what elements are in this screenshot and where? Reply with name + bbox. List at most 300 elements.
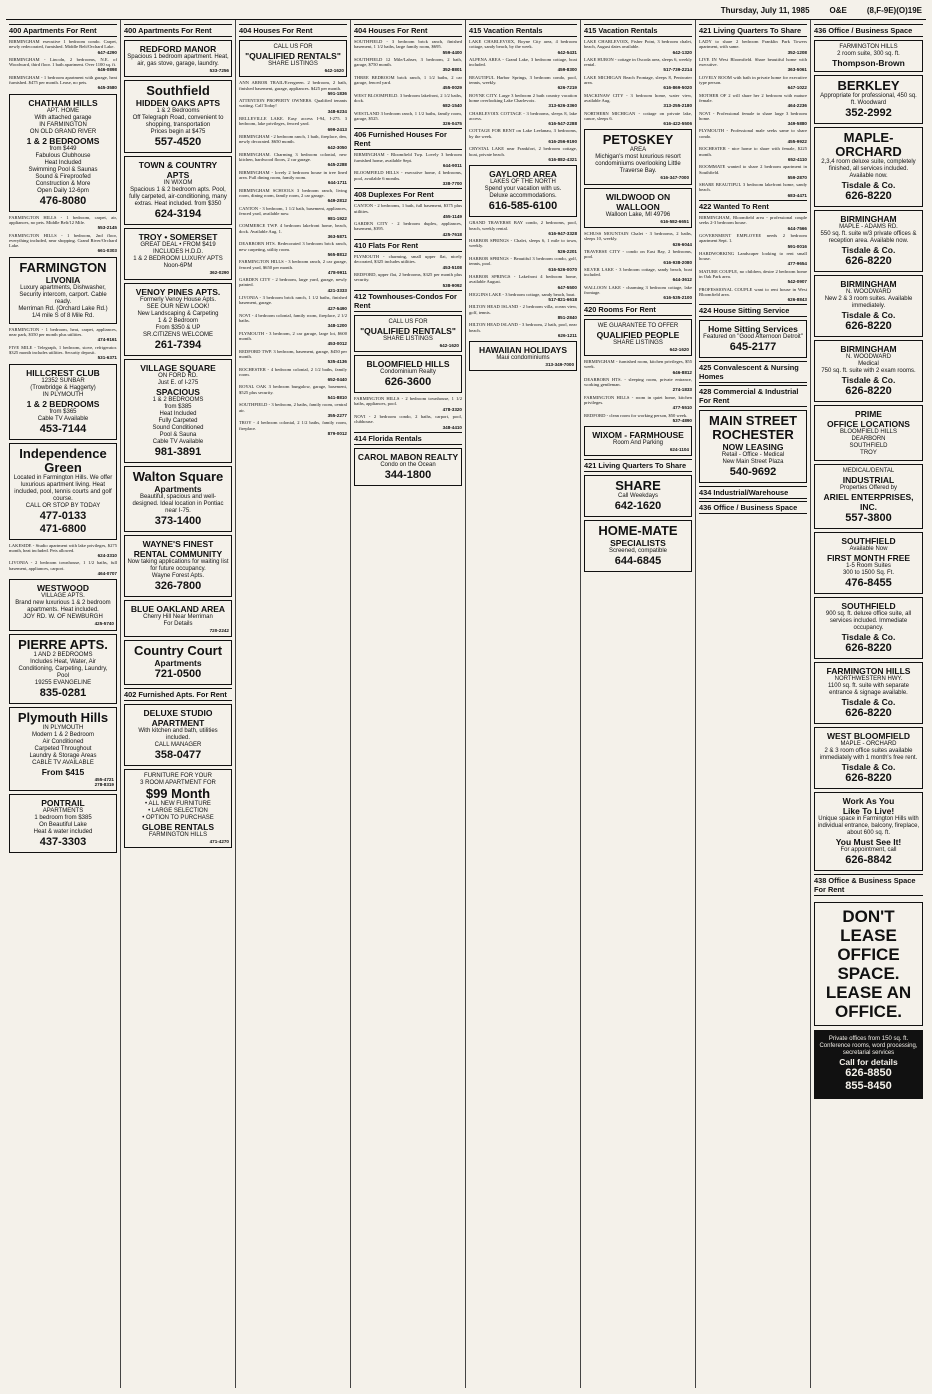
classified-ad [584, 285, 692, 301]
display-ad-hawaiian-holidays: HAWAIIAN HOLIDAYS Maui condominiums 313-349-7000 [469, 341, 577, 371]
ad-text: ROCHESTER - nice home to share with female, $225 month. [699, 146, 807, 157]
ad-phone: 645-2288 [327, 162, 347, 168]
ad-phone: 879-0012 [327, 430, 347, 436]
ad-phone: 455-9922 [787, 139, 807, 145]
classified-ad [239, 152, 347, 168]
classified-ad [699, 128, 807, 144]
ad-phone: 646-8812 [672, 369, 692, 375]
ad-text: CRYSTAL LAKE near Frankfort, 2 bedroom cottage, boat, private beach. [469, 146, 577, 157]
ad-text: GARDEN CITY - 2 bedroom, large yard, garage, newly painted. [239, 277, 347, 288]
classified-ad [584, 231, 692, 247]
classified-ad [354, 93, 462, 109]
classified-ad [699, 146, 807, 162]
display-ad-home-sitting: Home Sitting Services Featured on "Good Afternoon Detroit" 645-2177 [699, 320, 807, 358]
classified-ad [584, 111, 692, 127]
classified-ad [584, 377, 692, 393]
display-ad-tisdale: SOUTHFIELD 900 sq. ft. deluxe office suite, all services included. Immediate occupancy. Tisdale & Co. 626-8220 [814, 597, 923, 659]
classified-ad [469, 75, 577, 91]
classified-ad [584, 249, 692, 265]
ad-phone: 626-8843 [787, 297, 807, 303]
ad-text: PLYMOUTH - 3 bedroom, 2 car garage, large lot, $600 month. [239, 330, 347, 342]
display-ad-qualified-rentals: CALL US FOR "QUALIFIED RENTALS" SHARE LISTINGS 642-1620 [239, 40, 347, 77]
display-ad-country-court: Country Court Apartments 721-0500 [124, 640, 232, 685]
column-5 [466, 20, 581, 1388]
display-ad-tisdale: BIRMINGHAM MAPLE - ADAMS RD. 550 sq. ft. suite w/3 private offices & reception area. Available now. Tisdale & Co. 626-8220 [814, 210, 923, 272]
classified-ad [239, 277, 347, 293]
section-heading: 425 Convalescent & Nursing Homes [699, 361, 807, 383]
ad-text: BELLEVILLE LAKE. Easy access I-94, I-275. 3 bedroom, lake privileges, fenced yard. [239, 116, 347, 127]
ad-text: BIRMINGHAM - lovely 2 bedroom house in tree lined area. Full dining room, family room. [239, 169, 347, 181]
classified-ad [469, 304, 577, 320]
ad-phone: 683-4471 [787, 192, 807, 198]
ad-text: THREE BEDROOM brick ranch, 1 1/2 baths, 2 car garage, fenced yard. [354, 74, 462, 86]
classified-ad [239, 420, 347, 436]
ad-text: ANN ARBOR TRAIL/Evergreen. 2 bedroom, 2 bath, finished basement, garage, appliances. $425 per month. [239, 80, 347, 91]
ad-phone: 851-2840 [557, 314, 577, 320]
ad-text: ROCHESTER - 4 bedroom colonial, 2 1/2 baths, family room. [239, 366, 347, 377]
ad-phone: 464-2236 [787, 103, 807, 109]
classified-ad [699, 75, 807, 91]
ad-text: LOVELY ROOM with bath in private home for executive type person. [699, 74, 807, 86]
ad-text: REDFORD, upper flat, 2 bedrooms, $325 per month plus security. [354, 271, 462, 283]
display-ad-town-country: TOWN & COUNTRY APTS IN WIXOM Spacious 1 & 2 bedroom apts. Pool, fully carpeted, air-conditioning, many extras. Heat included. from $350 624-3194 [124, 156, 232, 225]
ad-phone: 616-526-0070 [548, 266, 577, 272]
ad-text: SILVER LAKE - 3 bedroom cottage, sandy beach, boat included. [584, 266, 692, 278]
display-ad-condominium-realty: BLOOMFIELD HILLS Condominium Realty 626-3600 [354, 355, 462, 393]
ad-text: HARDWORKING Landscaper looking to rent small house. [699, 250, 807, 262]
classified-ad: FIVE MILE - Telegraph, 1 bedroom, stove, refrigerator. $325 month includes utilities. Security deposit. 531-6371 [9, 344, 117, 361]
ad-phone: 421-3333 [327, 287, 347, 293]
display-ad-petoskey: PETOSKEY AREA Michigan's most luxurious resort condominiums overlooking Little Traverse Bay. 616-347-7000 [584, 129, 692, 184]
classified-ad [239, 170, 347, 186]
classified-ad [354, 75, 462, 91]
ad-phone: 477-5510 [672, 405, 692, 411]
classified-ad [699, 39, 807, 55]
classified-ad: FARMINGTON - 1 bedroom, heat, carpet, appliances, near park, $350 per month plus utilities. 474-9161 [9, 326, 117, 343]
section-heading: 414 Florida Rentals [354, 432, 462, 445]
display-ad-office-services: Private offices from 150 sq. ft. Conference rooms, word processing, secretarial services Call for details 626-8850 855-8450 [814, 1030, 923, 1099]
display-ad-tisdale: FARMINGTON HILLS NORTHWESTERN HWY. 1100 sq. ft. suite with separate entrance & signage available. Tisdale & Co. 626-8220 [814, 662, 923, 724]
ad-text: WALLOON LAKE - charming 3 bedroom cottage, lake frontage. [584, 284, 692, 296]
ad-list [584, 39, 692, 126]
section-heading: 400 Apartments For Rent [9, 24, 117, 37]
display-ad-chatham-hills: CHATHAM HILLS APT. HOME With attached garage IN FARMINGTON ON OLD GRAND RIVER 1 & 2 BEDROOMS from $449 Fabulous Clubhouse Heat Included Swimming Pool & Saunas Sound & Fireproofed Construction & More Open Daily 12-6pm 476-8080 [9, 94, 117, 212]
ad-phone: 591-0016 [787, 243, 807, 249]
ad-text: ALPENA AREA - Grand Lake, 3 bedroom cottage, boat included. [469, 56, 577, 68]
classified-ad [584, 359, 692, 375]
ad-text: PLYMOUTH - charming, small upper flat, nicely decorated, $325 includes utilities. [354, 254, 462, 265]
ad-phone: 682-1540 [442, 103, 462, 109]
display-ad-prime-office: PRIME OFFICE LOCATIONS BLOOMFIELD HILLS DEARBORN SOUTHFIELD TROY [814, 405, 923, 461]
ad-phone: 616-882-4321 [548, 156, 577, 162]
ad-text: ROOMMATE wanted to share 2 bedroom apartment in Southfield. [699, 164, 807, 175]
classified-ad [239, 295, 347, 311]
ad-phone: 616-256-9190 [548, 139, 577, 145]
ad-text: BEAUTIFUL Harbor Springs, 3 bedroom condo, pool, tennis, weekly. [469, 74, 577, 86]
classified-ad [354, 396, 462, 412]
classified-ad [469, 39, 577, 55]
ad-text: COMMERCE TWP. 4 bedroom lakefront home, beach, dock. Available Aug. 1. [239, 223, 347, 234]
classified-ad [584, 39, 692, 55]
ad-text: REDFORD TWP. 3 bedroom, basement, garage, $450 per month. [239, 348, 347, 359]
ad-text: NOVI - Professional female to share large 3 bedroom home. [699, 110, 807, 121]
ad-phone: 559-4400 [442, 49, 462, 55]
classified-ad [354, 57, 462, 73]
ad-text: BLOOMFIELD HILLS - executive home, 4 bedrooms, pool, available 6 months. [354, 170, 462, 181]
ad-text: TRAVERSE CITY - condo on East Bay, 2 bedrooms, pool. [584, 248, 692, 260]
display-ad-lease-an-office: DON'T LEASE OFFICE SPACE. LEASE AN OFFICE. [814, 902, 923, 1026]
classified-ad [699, 164, 807, 180]
ad-text: BOYNE CITY. Large 3 bedroom 2 bath country vacation home overlooking Lake Charlevoix. [469, 92, 577, 103]
classified-ad [239, 367, 347, 383]
ad-phone: 478-3320 [442, 406, 462, 412]
section-heading: 404 Houses For Rent [239, 24, 347, 37]
ad-text: HIGGINS LAKE - 3 bedroom cottage, sandy beach, boat. [469, 291, 576, 297]
ad-phone: 338-7700 [442, 180, 462, 186]
display-ad-pierre-apts: PIERRE APTS. 1 AND 2 BEDROOMS Includes Heat, Water, Air Conditioning, Carpeting, Laundry, Pool 19255 EVANGELINE 835-0281 [9, 634, 117, 704]
ad-phone: 642-5431 [557, 49, 577, 55]
display-ad-tisdale: BIRMINGHAM N. WOODWARD New 2 & 3 room suites. Available immediately. Tisdale & Co. 626-8220 [814, 275, 923, 337]
ad-phone: 313-626-3360 [548, 103, 577, 109]
display-ad-home-mate: HOME-MATE SPECIALISTS Screened, compatible 644-6845 [584, 520, 692, 572]
display-ad-venoy-pines: VENOY PINES APTS. Formerly Venoy House Apts. SEE OUR NEW LOOK! New Landscaping & Carpeting 1 & 2 Bedroom From $350 & UP SR.CITIZENS WELCOME 261-7394 [124, 283, 232, 356]
column-7 [696, 20, 811, 1388]
ad-text: CHARLEVOIX COTTAGE - 3 bedrooms, sleeps 8, lake access. [469, 110, 577, 121]
ad-phone: 642-1320 [672, 49, 692, 55]
ad-phone: 349-5880 [787, 121, 807, 127]
display-ad-tisdale: MAPLE-ORCHARD 2,3,4 room deluxe suite, completely finished, all services included. Available now. Tisdale & Co. 626-8220 [814, 127, 923, 207]
ad-text: SHARE BEAUTIFUL 3 bedroom lakefront home, sandy beach. [699, 182, 807, 193]
column-6 [581, 20, 696, 1388]
ad-text: PLYMOUTH - Professional male seeks same to share condo. [699, 128, 807, 139]
classified-ad [239, 331, 347, 347]
classified-ad [239, 206, 347, 222]
display-ad-westwood: WESTWOOD VILLAGE APTS. Brand new luxurious 1 & 2 bedroom apartments. Heat included. JOY RD. W. OF NEWBURGH 425-5740 [9, 579, 117, 630]
ad-text: NOVI - 2 bedroom condo, 2 baths, carport, pool, clubhouse. [354, 413, 462, 425]
ad-phone: 616-869-5020 [663, 85, 692, 91]
ad-list [354, 254, 462, 288]
classified-ad [239, 116, 347, 132]
classified-ad [239, 241, 347, 257]
ad-list [699, 215, 807, 302]
classified-ad [239, 188, 347, 204]
display-ad-wildwood: WILDWOOD ON WALLOON Walloon Lake, MI 49796 616-582-6651 [584, 188, 692, 228]
classified-ad [699, 57, 807, 73]
section-heading: 412 Townhouses-Condos For Rent [354, 290, 462, 312]
ad-text: LIVONIA - 3 bedroom brick ranch, 1 1/2 baths, finished basement, garage. [239, 294, 347, 306]
display-ad-village-square: VILLAGE SQUARE ON FORD RD. Just E. of I-275 SPACIOUS 1 & 2 BEDROOMS from $385 Heat Included Fully Carpeted Sound Conditioned Pool & Sauna Cable TV Available 981-3891 [124, 359, 232, 463]
ad-text: LAKE CHARLEVOIX, Boyne City area, 4 bedroom cottage, sandy beach, by the week. [469, 39, 577, 50]
ad-phone: 363-5871 [327, 234, 347, 240]
ad-phone: 352-8801 [442, 67, 462, 73]
section-heading: 402 Furnished Apts. For Rent [124, 688, 232, 701]
classified-ad [584, 395, 692, 411]
ad-phone: 542-0907 [787, 279, 807, 285]
ad-phone: 313-255-2180 [663, 103, 692, 109]
ad-phone: 326-0475 [442, 121, 462, 127]
ad-phone: 699-2413 [327, 126, 347, 132]
display-ad-waynes-finest: WAYNE'S FINEST RENTAL COMMUNITY Now taking applications for waiting list for future occupancy. Wayne Forest Apts. 326-7800 [124, 535, 232, 597]
ad-phone: 647-1022 [787, 85, 807, 91]
section-heading: 428 Commercial & Industrial For Rent [699, 385, 807, 407]
classified-ad [469, 256, 577, 272]
ad-phone: 363-5061 [787, 67, 807, 73]
ad-text: GARDEN CITY - 2 bedroom duplex, appliances, basement, $395. [354, 221, 462, 232]
display-ad-hidden-oaks: Southfield HIDDEN OAKS APTS 1 & 2 Bedrooms Off Telegraph Road, convenient to shopping, transportation Prices begin at $475 557-4520 [124, 80, 232, 153]
ad-text: LADY to share 2 bedroom Franklin Park Towers apartment, with same. [699, 39, 807, 50]
classified-ad [239, 259, 347, 275]
column-3 [236, 20, 351, 1388]
classified-ad [469, 146, 577, 162]
ad-list [469, 220, 577, 338]
display-ad-gaylord: GAYLORD AREA LAKES OF THE NORTH Spend your vacation with us. Deluxe accommodations. 616-585-6100 [469, 165, 577, 217]
display-ad-main-street: MAIN STREET ROCHESTER NOW LEASING Retail - Office - Medical New Main Street Plaza 540-9692 [699, 410, 807, 483]
classified-ad [584, 93, 692, 109]
classified-ad [239, 349, 347, 365]
ad-phone: 616-547-2288 [548, 121, 577, 127]
section-heading: 415 Vacation Rentals [584, 24, 692, 37]
classified-ad [469, 274, 577, 290]
section-heading: 408 Duplexes For Rent [354, 188, 462, 201]
ad-phone: 274-1833 [672, 387, 692, 393]
classified-ad [699, 215, 807, 231]
display-ad-plymouth-hills: Plymouth Hills IN PLYMOUTH Modern 1 & 2 Bedroom Air Conditioned Carpeted Throughout Laundry & Storage Areas CABLE TV AVAILABLE From $415 455-4721 278-8319 [9, 707, 117, 792]
ad-phone: 459-8300 [557, 67, 577, 73]
ad-phone: 348-1200 [327, 323, 347, 329]
ad-text: MACKINAW CITY - 3 bedroom home, water view, available Aug. [584, 92, 692, 103]
ad-phone: 455-0029 [442, 85, 462, 91]
display-ad-walton-square: Walton Square Apartments Beautiful, spacious and well-designed. Ideal location in Pontiac near I-75. 373-1400 [124, 466, 232, 532]
ad-phone: 647-5500 [557, 284, 577, 290]
section-heading: 400 Apartments For Rent [124, 24, 232, 37]
ad-text: FARMINGTON HILLS - 2 bedroom townhouse, 1 1/2 baths, appliances, pool. [354, 396, 462, 407]
classified-ad: FARMINGTON HILLS - 1 bedroom, carpet, air, appliances, no pets. Middle Belt/12 Mile. 553-2145 [9, 214, 117, 231]
ad-list [584, 359, 692, 423]
ad-phone: 478-9911 [327, 269, 347, 275]
ad-text: ATTENTION PROPERTY OWNERS. Qualified tenants waiting. Call Today! [239, 98, 347, 109]
ad-text: LAKE CHARLEVOIX, Fisher Point, 3 bedroom chalet, beach, August dates available. [584, 39, 692, 50]
ad-phone: 644-9011 [442, 163, 462, 169]
display-ad-qualified-rentals: CALL US FOR "QUALIFIED RENTALS" SHARE LISTINGS 642-1620 [354, 315, 462, 352]
ad-text: LAKE HURON - cottage in Oscoda area, sleeps 6, weekly rental. [584, 56, 692, 68]
display-ad-wixom-farmhouse: WIXOM - FARMHOUSE Room And Parking 624-1104 [584, 426, 692, 456]
classified-ad [699, 93, 807, 109]
ad-phone: 616-422-5506 [663, 121, 692, 127]
ad-text: TROY - 4 bedroom colonial, 2 1/2 baths, family room, fireplace. [239, 420, 347, 431]
ad-phone: 626-6044 [672, 241, 692, 247]
ad-phone: 565-8812 [327, 251, 347, 257]
classified-ad [584, 267, 692, 283]
ad-list [354, 152, 462, 186]
ad-text: MOTHER OF 2 will share her 2 bedroom with mature female. [699, 92, 807, 103]
classified-ad [469, 128, 577, 144]
classified-ad [354, 221, 462, 237]
section-heading: 406 Furnished Houses For Rent [354, 128, 462, 150]
ad-text: LAKE MICHIGAN Beach Frontage, sleeps 8, Pentwater area. [584, 74, 692, 86]
ad-list [584, 231, 692, 301]
classified-ad [584, 57, 692, 73]
ad-list [239, 80, 347, 436]
ad-list [354, 203, 462, 237]
display-ad-tisdale: WEST BLOOMFIELD MAPLE - ORCHARD 2 & 3 room office suites available immediately with 1 month's free rent. Tisdale & Co. 626-8220 [814, 727, 923, 789]
ad-phone: 591-1836 [327, 90, 347, 96]
ad-phone: 644-1711 [327, 180, 347, 186]
display-ad-deluxe-studio: DELUXE STUDIO APARTMENT With kitchen and bath, utilities included. CALL MANAGER 358-0477 [124, 704, 232, 766]
ad-phone: 355-2277 [327, 412, 347, 418]
column-4 [351, 20, 466, 1388]
column-8 [811, 20, 926, 1388]
ad-text: ROYAL OAK 3 bedroom bungalow, garage, basement, $525 plus security. [239, 384, 347, 395]
display-ad-globe-rentals: FURNITURE FOR YOUR 3 ROOM APARTMENT FOR $99 Month • ALL NEW FURNITURE • LARGE SELECTION • OPTION TO PURCHASE GLOBE RENTALS FARMINGTON HILLS 471-4270 [124, 769, 232, 848]
ad-text: FARMINGTON HILLS - room in quiet home, kitchen privileges. [584, 394, 692, 405]
classified-ad [354, 111, 462, 127]
ad-text: HARBOR SPRINGS - Lakefront 4 bedroom home, available August. [469, 273, 577, 285]
ad-text: BIRMINGHAM. Charming 3 bedroom colonial, new kitchen, hardwood floors, 2 car garage. [239, 151, 347, 163]
ad-phone: 652-0440 [327, 377, 347, 383]
ad-text: SOUTHFIELD - 3 bedroom, 2 baths, family room, central air. [239, 402, 347, 413]
display-ad-share: SHARE Call Weekdays 642-1620 [584, 475, 692, 517]
classified-ad [239, 80, 347, 96]
ad-text: WESTLAND 3 bedroom ranch, 1 1/2 baths, family room, garage, $525. [354, 110, 462, 121]
classified-ad: BIRMINGHAM - 1 bedroom apartment with garage, heat furnished. $475 per month. Lease, no pets. 645-3580 [9, 74, 117, 91]
display-ad-pontrail: PONTRAIL APARTMENTS 1 bedroom from $385 On Beautiful Lake Heat & water included 437-3303 [9, 794, 117, 853]
display-ad-independence-green: Independence Green Located in Farmington Hills. We offer luxurious apartment living. Heat included, pool, tennis courts and golf course. CALL OR STOP BY TODAY 477-0133 471-6800 [9, 443, 117, 540]
ad-text: HARBOR SPRINGS - Chalet, sleeps 6, 1 mile to town, weekly. [469, 238, 577, 249]
section-heading: 421 Living Quarters To Share [584, 459, 692, 472]
display-ad-work-as-you-like: Work As You Like To Live! Unique space in Farmington Hills with individual entrance, balcony, fireplace, about 600 sq. ft. You Must See It! For appointment, call 626-8842 [814, 792, 923, 871]
section-heading: 420 Rooms For Rent [584, 303, 692, 316]
section-heading: 436 Office / Business Space [699, 501, 807, 514]
ad-phone: 626-1211 [557, 332, 577, 338]
classified-ad [469, 93, 577, 109]
ad-phone: 517-739-2214 [663, 67, 692, 73]
classified-ad [699, 251, 807, 267]
display-ad-tisdale: BIRMINGHAM N. WOODWARD Medical 750 sq. ft. suite with 2 exam rooms. Tisdale & Co. 626-8220 [814, 340, 923, 402]
classified-ad [354, 203, 462, 219]
classified-ad [584, 75, 692, 91]
classified-ad [469, 111, 577, 127]
display-ad-ariel: MEDICAL/DENTAL INDUSTRIAL Properties Offered by ARIEL ENTERPRISES, INC. 557-3800 [814, 464, 923, 529]
ad-text: GOVERNMENT EMPLOYEE needs 2 bedroom apartment Sept. 1. [699, 232, 807, 244]
ad-text: REDFORD - clean room for working person, $50 week. [584, 412, 688, 418]
page-number: (8,F-9E)(O)19E [866, 6, 922, 15]
ad-text: BIRMINGHAM SCHOOLS 3 bedroom ranch, living room, dining room, family room, 2 car garage. [239, 187, 347, 198]
paper-name: O&E [829, 6, 847, 15]
classified-ad [354, 170, 462, 186]
display-ad-carol-mabon: CAROL MABON REALTY Condo on the Ocean 344-1800 [354, 448, 462, 486]
classified-ad [354, 414, 462, 430]
ad-text: DEARBORN HTS. Redecorated 3 bedroom brick ranch, new carpeting, utility room. [239, 241, 347, 252]
classified-ad: LIVONIA - 2 bedroom townhouse, 1 1/2 baths, full basement, appliances, carport. 464-0707 [9, 560, 117, 577]
classified-ad [699, 269, 807, 285]
ad-phone: 477-9654 [787, 261, 807, 267]
ad-phone: 425-7618 [442, 231, 462, 237]
ad-text: SOUTHFIELD - 3 bedroom brick ranch, finished basement, 1 1/2 baths, large family room, $695. [354, 39, 462, 50]
section-heading: 438 Office & Business Space For Rent [814, 874, 923, 896]
ad-list [469, 39, 577, 162]
classified-ad: FARMINGTON HILLS - 1 bedroom, 2nd floor, everything included, near shopping. Grand River/Orchard Lake. 661-0303 [9, 232, 117, 254]
ad-text: BIRMINGHAM - Bloomfield Twp. Lovely 3 bedroom furnished home, available Sept. [354, 152, 462, 163]
classified-ad: BIRMINGHAM - Lincoln, 2 bedrooms, N.E. of Woodward, third floor. 1 bath apartment. Over 1100 sq. ft. 646-0898 [9, 56, 117, 73]
section-heading: 436 Office / Business Space [814, 24, 923, 37]
classified-ad [239, 98, 347, 114]
ad-phone: 538-9092 [442, 282, 462, 288]
ad-phone: 981-1922 [327, 216, 347, 222]
ad-phone: 616-938-2080 [663, 259, 692, 265]
classified-ad [699, 182, 807, 198]
ad-text: BIRMINGHAM, Bloomfield area - professional couple seeks 2-3 bedroom house. [699, 215, 807, 226]
running-head [6, 4, 926, 20]
ad-phone: 526-2201 [557, 248, 577, 254]
classified-ad: BIRMINGHAM executive 1 bedroom condo. Carpet, newly redecorated, furnished. Middle Belt/Orchard Lake. 647-4290 [9, 39, 117, 55]
display-ad-southfield: SOUTHFIELD Available Now FIRST MONTH FREE 1-5 Room Suites 300 to 1500 Sq. Ft. 476-8455 [814, 532, 923, 594]
ad-text: FARMINGTON HILLS - 3 bedroom ranch, 2 car garage, fenced yard, $650 per month. [239, 259, 347, 270]
ad-text: DEARBORN HTS. - sleeping room, private entrance, working gentleman. [584, 376, 692, 388]
ad-text: LIVE IN West Bloomfield. Share beautiful home with executive. [699, 56, 807, 68]
classified-ad [239, 384, 347, 400]
ad-text: SOUTHFIELD 12 Mile/Lahser, 3 bedroom, 2 bath, garage, $750 month. [354, 56, 462, 68]
display-ad-berkley: BERKLEY Appropriate for professional, 450 sq. ft. Woodward 352-2992 [814, 75, 923, 124]
ad-list [699, 39, 807, 198]
classified-ad [699, 111, 807, 127]
ad-phone: 644-7566 [787, 225, 807, 231]
display-ad-hillcrest-club: HILLCREST CLUB 12352 SUNBAR (Trowbridge & Haggerty) IN PLYMOUTH 1 & 2 BEDROOMS from $365 Cable TV Available 453-7144 [9, 364, 117, 440]
display-ad-troy-somerset: TROY • SOMERSET GREAT DEAL • FROM $419 INCLUDES H.D.D. 1 & 2 BEDROOM LUXURY APTS Noon-6PM 362-0290 [124, 228, 232, 279]
ad-list [354, 39, 462, 126]
ad-text: HILTON HEAD ISLAND - 2 bedroom villa, ocean view, golf, tennis. [469, 304, 577, 315]
classified-ad: LAKESIDE - Studio apartment with lake privileges, $275 month, heat included. Pets allowed. 624-3310 [9, 542, 117, 559]
classified-ad [354, 39, 462, 55]
ad-list [354, 396, 462, 430]
ad-phone: 626-7219 [557, 85, 577, 91]
ad-phone: 517-821-6618 [548, 297, 577, 303]
section-heading: 410 Flats For Rent [354, 239, 462, 252]
classified-ad [354, 254, 462, 270]
classified-ad [699, 287, 807, 303]
classified-ad [469, 292, 577, 303]
issue-date: Thursday, July 11, 1985 [720, 6, 810, 15]
ad-text: SCHUSS MOUNTAIN Chalet - 3 bedrooms, 2 baths, sleeps 10, weekly. [584, 231, 692, 242]
ad-phone: 348-4410 [442, 424, 462, 430]
ad-phone: 352-1208 [787, 49, 807, 55]
ad-phone: 453-0012 [327, 341, 347, 347]
ad-text: GRAND TRAVERSE BAY condo, 2 bedrooms, pool, beach, weekly rental. [469, 220, 577, 231]
classified-ad [699, 233, 807, 249]
ad-text: CANTON - 2 bedrooms, 1 bath, full basement, $375 plus utilities. [354, 203, 462, 214]
ad-phone: 541-8810 [327, 395, 347, 401]
classified-ad [354, 152, 462, 168]
ad-phone: 616-535-2100 [663, 295, 692, 301]
ad-text: MATURE COUPLE, no children, desire 2 bedroom home in Oak Park area. [699, 268, 807, 279]
ad-phone: 652-4110 [787, 156, 807, 162]
ad-phone: 427-5490 [327, 305, 347, 311]
ad-phone: 649-2812 [327, 198, 347, 204]
ad-text: HARBOR SPRINGS - Beautiful 3 bedroom condo, golf, tennis, pool. [469, 256, 577, 267]
ad-text: BIRMINGHAM - 2 bedroom ranch, 1 bath, fireplace, den, newly decorated. $650 month. [239, 133, 347, 145]
ad-phone: 537-4890 [672, 417, 692, 423]
classified-ad [469, 220, 577, 236]
column-2 [121, 20, 236, 1388]
ad-phone: 348-6234 [327, 108, 347, 114]
ad-phone: 453-5108 [442, 264, 462, 270]
column-1 [6, 20, 121, 1388]
ad-text: COTTAGE FOR RENT on Lake Leelanau, 3 bedrooms, by the week. [469, 128, 577, 139]
column-grid [6, 20, 926, 1388]
ad-phone: 644-3612 [672, 277, 692, 283]
ad-text: HILTON HEAD ISLAND - 3 bedroom, 2 bath, pool, near beach. [469, 322, 577, 333]
ad-text: NOVI - 4 bedroom colonial, family room, fireplace, 2 1/2 baths. [239, 312, 347, 324]
ad-phone: 535-4136 [327, 359, 347, 365]
